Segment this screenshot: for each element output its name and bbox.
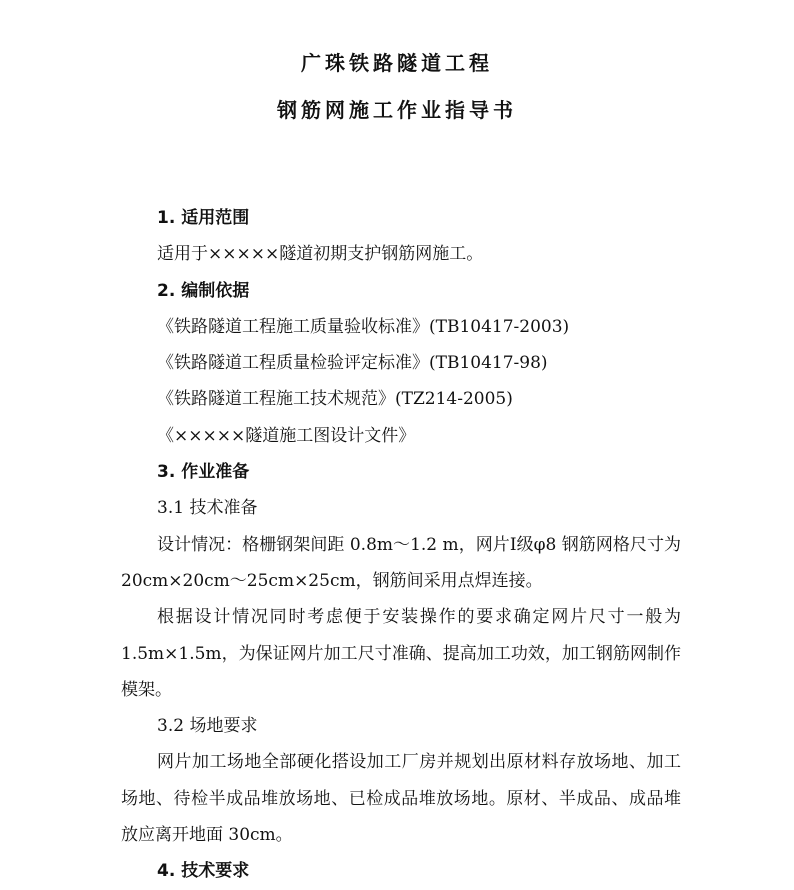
document-subtitle: 钢筋网施工作业指导书 bbox=[277, 98, 517, 122]
reference-1: 《铁路隧道工程施工质量验收标准》(TB10417-2003) bbox=[157, 316, 570, 337]
section-3-heading: 3. 作业准备 bbox=[157, 462, 250, 483]
document-title: 广珠铁路隧道工程 bbox=[301, 51, 493, 75]
reference-4: 《×××××隧道施工图设计文件》 bbox=[157, 425, 416, 446]
section-1-text: 适用于×××××隧道初期支护钢筋网施工。 bbox=[157, 244, 484, 265]
section-3-1-paragraph-2: 根据设计情况同时考虑便于安装操作的要求确定网片尺寸一般为 1.5m×1.5m，为保证网片加工尺寸准确、提高加工功效，加工钢筋网制作模架。 bbox=[121, 607, 681, 700]
reference-3: 《铁路隧道工程施工技术规范》(TZ214-2005) bbox=[157, 389, 513, 410]
section-2-heading: 2. 编制依据 bbox=[157, 280, 250, 301]
section-4-heading: 4. 技术要求 bbox=[157, 861, 250, 882]
section-3-2-heading: 3.2 场地要求 bbox=[157, 716, 258, 737]
section-3-2-paragraph-1: 网片加工场地全部硬化搭设加工厂房并规划出原材料存放场地、加工场地、待检半成品堆放场地、已检成品堆放场地。原材、半成品、成品堆放应离开地面 30cm。 bbox=[121, 752, 681, 846]
section-3-1-paragraph-1: 设计情况：格栅钢架间距 0.8m～1.2 m，网片Ⅰ级φ8 钢筋网格尺寸为 20cm×20cm～25cm×25cm，钢筋间采用点焊连接。 bbox=[121, 534, 681, 591]
reference-2: 《铁路隧道工程质量检验评定标准》(TB10417-98) bbox=[157, 353, 548, 374]
document-body bbox=[121, 200, 681, 890]
section-3-1-heading: 3.1 技术准备 bbox=[157, 498, 258, 519]
section-1-heading: 1. 适用范围 bbox=[157, 208, 250, 228]
